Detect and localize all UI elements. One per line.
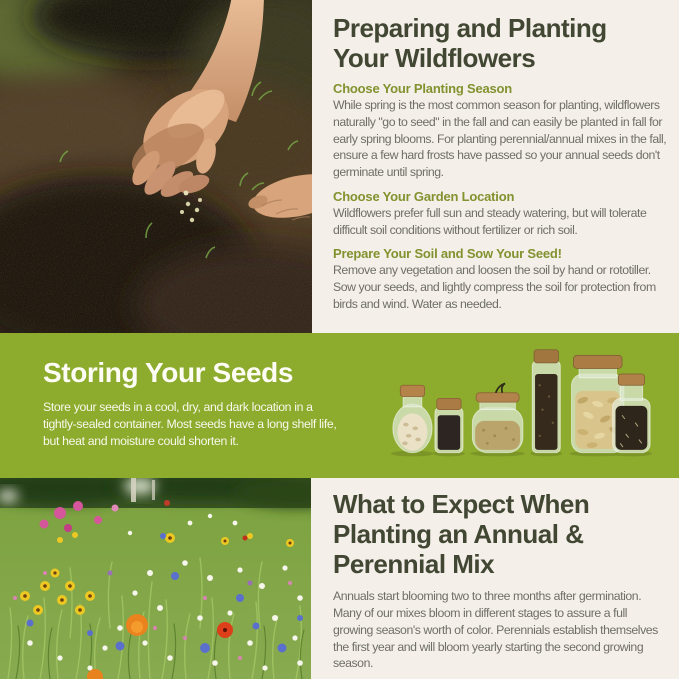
- storing-seeds-band: [0, 333, 679, 478]
- jar-tan-seeds: [472, 383, 523, 452]
- page-title: Preparing and Planting Your Wildflowers: [333, 13, 607, 74]
- section-planting-season: [333, 81, 667, 181]
- section-text-expect: Annuals start blooming two to three months after germination. Many of our mixes bloom in different stages to assure a full growing season's worth of color. Perennials establish themselves the first year and will bloom yearly starting the second growing season.: [333, 589, 658, 671]
- storing-seeds-textblock: [43, 357, 345, 451]
- jar-tall-dark-seeds: [532, 350, 560, 453]
- jar-white-beans: [393, 385, 432, 452]
- section-text-prepare-soil: Remove any vegetation and loosen the soil by hand or rototiller. Sow your seeds, and lightly compress the soil for protection from birds and wind. Water as needed.: [333, 263, 656, 311]
- jar-black-seeds: [435, 398, 463, 452]
- hand-sowing-seeds-photo: [0, 0, 312, 333]
- section-text-planting-season: While spring is the most common season for planting, wildflowers naturally "go to seed" in the fall and can easily be planted in fall for early spring blooms. For planting perennial/annual mixes in the fall, ensure a few hard frosts have passed so your annual seeds don't germinate until spring.: [333, 98, 667, 180]
- section-title-expect: What to Expect When Planting an Annual & Perennial Mix: [333, 489, 590, 580]
- meadow-illustration: [0, 478, 311, 679]
- expectations-panel: [311, 478, 679, 679]
- band-title: Storing Your Seeds: [43, 357, 294, 388]
- band-paragraph: Store your seeds in a cool, dry, and dark location in a tightly-sealed container. Most seeds have a long shelf life, but heat and moisture could shorten it.: [43, 400, 337, 449]
- section-text-garden-location: Wildflowers prefer full sun and steady watering, but will tolerate difficult soil conditions without fertilizer or rich soil.: [333, 205, 647, 237]
- tree-line: [0, 478, 311, 508]
- section-garden-location: [333, 189, 667, 238]
- section-prepare-soil: [333, 246, 667, 312]
- section-heading-prepare-soil: Prepare Your Soil and Sow Your Seed!: [333, 246, 562, 262]
- section-heading-planting-season: Choose Your Planting Season: [333, 81, 513, 97]
- seed-jars-photo: [390, 347, 652, 461]
- seed-jars-illustration: [390, 347, 652, 461]
- section-heading-garden-location: Choose Your Garden Location: [333, 188, 515, 204]
- planting-guide-panel: [312, 0, 679, 333]
- soil-photo-illustration: [0, 0, 312, 333]
- wildflower-meadow-photo: [0, 478, 311, 679]
